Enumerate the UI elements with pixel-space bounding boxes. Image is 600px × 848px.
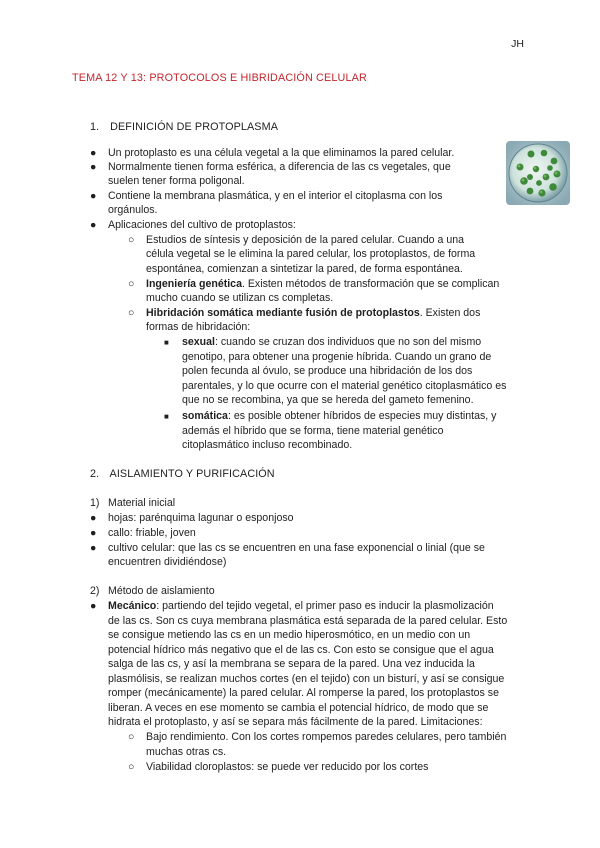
sub-sub-list-item-text: : es posible obtener híbridos de especies muy distintas, y bbox=[227, 410, 497, 422]
bullet-marker: ● bbox=[90, 512, 97, 524]
sub-list-item bbox=[146, 306, 480, 320]
list-item-continued: plasmólisis, se realizan muchos cortes (en el tejido) con un bisturí, y así se consigue bbox=[108, 673, 505, 685]
sub-sub-list-item-continued: citoplasmático incluso recombinado. bbox=[182, 439, 353, 451]
section-2-heading bbox=[90, 468, 275, 480]
bold-term: sexual bbox=[182, 336, 215, 348]
sub-sub-list-item-continued: parentales, y lo que ocurre con el material genético citoplasmático es bbox=[182, 380, 507, 392]
bullet-marker: ● bbox=[90, 190, 97, 202]
sub-sub-list-item bbox=[182, 409, 496, 423]
sub-list-item-text: . Existen métodos de transformación que se complican bbox=[241, 278, 500, 290]
list-item: hojas: parénquima lagunar o esponjoso bbox=[108, 512, 294, 524]
bold-term: Hibridación somática mediante fusión de protoplastos bbox=[146, 307, 420, 319]
square-bullet-marker: ■ bbox=[164, 338, 169, 347]
sub-sub-list-item-continued: genotipo, para obtener una progenie híbrida. Cuando un grano de bbox=[182, 351, 492, 363]
sub-sub-list-item-continued: que no se recombina, ya que se hereda del gameto femenino. bbox=[182, 394, 474, 406]
sub-bullet-marker: ○ bbox=[128, 761, 135, 773]
numbered-list-marker: 2) bbox=[90, 585, 100, 597]
list-item: Un protoplasto es una célula vegetal a la que eliminamos la pared celular. bbox=[108, 147, 455, 159]
list-item-text: : partiendo del tejido vegetal, el primer paso es inducir la plasmolización bbox=[156, 600, 494, 612]
list-item: Aplicaciones del cultivo de protoplastos: bbox=[108, 219, 296, 231]
protoplast-image-icon bbox=[506, 141, 570, 205]
bold-term: somática bbox=[182, 410, 228, 422]
list-item: Normalmente tienen forma esférica, a diferencia de las cs vegetales, que bbox=[108, 161, 451, 173]
sub-list-item-continued: célula vegetal se le elimina la pared celular, los protoplastos, de forma bbox=[146, 248, 476, 260]
bullet-marker: ● bbox=[90, 219, 97, 231]
list-item bbox=[108, 599, 494, 613]
list-item-continued: romper (mecánicamente) la pared celular. Al romperse la pared, los protoplastos se bbox=[108, 687, 499, 699]
sub-bullet-marker: ○ bbox=[128, 278, 135, 290]
square-bullet-marker: ■ bbox=[164, 412, 169, 421]
list-item-continued: se consigue metiendo las cs en un medio hiperosmótico, en un medio con un bbox=[108, 629, 471, 641]
sub-bullet-marker: ○ bbox=[128, 307, 135, 319]
section-1-title: DEFINICIÓN DE PROTOPLASMA bbox=[110, 121, 278, 133]
sub-list-item-continued: formas de hibridación: bbox=[146, 321, 251, 333]
list-item-continued: hidrata el protoplasto, y así se separa más fácilmente de la pared. Limitaciones: bbox=[108, 716, 483, 728]
sub-bullet-marker: ○ bbox=[128, 234, 135, 246]
sub-list-item: Estudios de síntesis y deposición de la pared celular. Cuando a una bbox=[146, 234, 465, 246]
numbered-list-title: Material inicial bbox=[108, 497, 176, 509]
document-title: TEMA 12 Y 13: PROTOCOLOS E HIBRIDACIÓN CELULAR bbox=[72, 72, 367, 84]
bold-term: Ingeniería genética bbox=[146, 278, 242, 290]
sub-list-item-continued: muchas otras cs. bbox=[146, 746, 227, 758]
sub-list-item-continued: espontánea, comienzan a sintetizar la pared, de forma espontánea. bbox=[146, 263, 463, 275]
bullet-marker: ● bbox=[90, 147, 97, 159]
list-item-continued: encuentren dividiéndose) bbox=[108, 556, 227, 568]
list-item-continued: potencial hídrico más negativo que el de las cs. Con esto se consigue que el agua bbox=[108, 644, 494, 656]
bullet-marker: ● bbox=[90, 600, 97, 612]
bullet-marker: ● bbox=[90, 527, 97, 539]
sub-sub-list-item-continued: además el híbrido que se forma, tiene material genético bbox=[182, 425, 444, 437]
numbered-list-title: Método de aislamiento bbox=[108, 585, 215, 597]
list-item: callo: friable, joven bbox=[108, 527, 196, 539]
section-2-title: AISLAMIENTO Y PURIFICACIÓN bbox=[109, 468, 275, 480]
list-item-continued: liberan. A veces en ese momento se cambia el potencial hídrico, de modo que se bbox=[108, 702, 489, 714]
sub-sub-list-item-text: : cuando se cruzan dos individuos que no son del mismo bbox=[214, 336, 482, 348]
sub-list-item: Bajo rendimiento. Con los cortes rompemos paredes celulares, pero también bbox=[146, 731, 507, 743]
sub-list-item-text: . Existen dos bbox=[419, 307, 481, 319]
list-item: cultivo celular: que las cs se encuentren en una fase exponencial o linial (que se bbox=[108, 542, 485, 554]
protoplast-microscope-image bbox=[506, 141, 570, 205]
sub-sub-list-item bbox=[182, 335, 481, 349]
list-item-continued: de las cs. Son cs cuya membrana plasmática está separada de la pared celular. Esto bbox=[108, 615, 508, 627]
numbered-list-marker: 1) bbox=[90, 497, 100, 509]
sub-sub-list-item-continued: polen fecunda al óvulo, se produce una hibridación de los dos bbox=[182, 365, 473, 377]
sub-list-item-continued: mucho cuando se utilizan cs completas. bbox=[146, 292, 334, 304]
bullet-marker: ● bbox=[90, 161, 97, 173]
section-2-number: 2. bbox=[90, 468, 100, 480]
sub-list-item bbox=[146, 277, 499, 291]
list-item: Contiene la membrana plasmática, y en el interior el citoplasma con los bbox=[108, 190, 443, 202]
sub-bullet-marker: ○ bbox=[128, 731, 135, 743]
list-item-continued: salga de las cs, y así la membrana se separa de la pared. Una vez inducida la bbox=[108, 658, 475, 670]
bold-term: Mecánico bbox=[108, 600, 157, 612]
section-1-heading bbox=[90, 121, 278, 133]
bullet-marker: ● bbox=[90, 542, 97, 554]
header-initials: JH bbox=[511, 38, 524, 50]
list-item-continued: orgánulos. bbox=[108, 204, 158, 216]
section-1-number: 1. bbox=[90, 121, 100, 133]
sub-list-item: Viabilidad cloroplastos: se puede ver reducido por los cortes bbox=[146, 761, 429, 773]
list-item-continued: suelen tener forma poligonal. bbox=[108, 175, 245, 187]
